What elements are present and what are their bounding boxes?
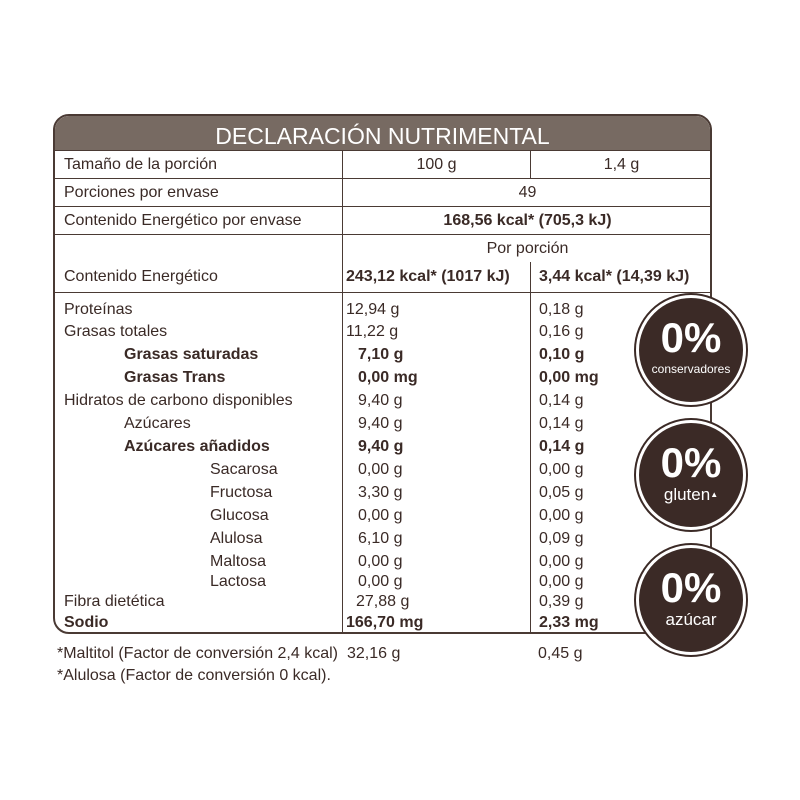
nutrient-col1: 0,00 g — [358, 507, 403, 524]
nutrition-table — [53, 114, 712, 634]
nutrient-col2: 0,00 g — [539, 461, 584, 478]
divider — [55, 206, 710, 207]
table-title: DECLARACIÓN NUTRIMENTAL — [55, 116, 710, 150]
nutrient-col2: 0,39 g — [539, 593, 584, 610]
nutrient-label: Alulosa — [210, 530, 263, 547]
badge-percent: 0% — [660, 439, 722, 486]
triangle-icon: ▲ — [710, 490, 719, 499]
serving-label: Tamaño de la porción — [64, 156, 217, 173]
nutrient-col2: 0,14 g — [539, 438, 585, 455]
nutrient-label: Fructosa — [210, 484, 273, 501]
nutrient-col1: 9,40 g — [358, 438, 404, 455]
column-divider — [530, 262, 531, 634]
nutrient-col1: 0,00 g — [358, 461, 403, 478]
nutrient-label: Sodio — [64, 614, 109, 631]
nutrient-col2: 0,09 g — [539, 530, 584, 547]
nutrient-col2: 0,16 g — [539, 323, 584, 340]
badge-azucar — [636, 545, 746, 655]
nutrient-label: Lactosa — [210, 573, 267, 590]
nutrient-col2: 0,00 g — [539, 573, 584, 590]
badge-label: conservadores — [651, 362, 731, 376]
nutrient-label: Grasas saturadas — [124, 346, 259, 363]
nutrient-label: Azúcares añadidos — [124, 438, 270, 455]
nutrient-col2: 0,14 g — [539, 415, 584, 432]
nutrient-col2: 0,14 g — [539, 392, 584, 409]
portions-value: 49 — [518, 184, 537, 201]
divider — [55, 292, 710, 293]
nutrient-col1: 9,40 g — [358, 415, 403, 432]
nutrient-col1: 12,94 g — [346, 301, 400, 318]
nutrient-col1: 27,88 g — [356, 593, 410, 610]
serving-col2: 1,4 g — [603, 156, 640, 173]
footnote-maltitol-col2: 0,45 g — [538, 645, 583, 662]
nutrient-col2: 0,18 g — [539, 301, 584, 318]
nutrient-label: Fibra dietética — [64, 593, 165, 610]
nutrient-col1: 3,30 g — [358, 484, 403, 501]
badge-label: azúcar — [665, 610, 717, 629]
energy-pack-label: Contenido Energético por envase — [64, 212, 302, 229]
energy-pack-value: 168,56 kcal* (705,3 kJ) — [443, 212, 612, 229]
badge-percent: 0% — [660, 314, 722, 361]
nutrient-col1: 11,22 g — [346, 323, 399, 340]
badge-label: gluten — [663, 485, 711, 504]
footnote-maltitol-label: *Maltitol (Factor de conversión 2,4 kcal) — [57, 645, 338, 662]
nutrient-label: Proteínas — [64, 301, 133, 318]
per-portion-header: Por porción — [486, 240, 569, 257]
portions-label: Porciones por envase — [64, 184, 219, 201]
nutrient-col1: 0,00 mg — [358, 369, 418, 386]
nutrient-col2: 0,00 g — [539, 507, 584, 524]
nutrient-col1: 0,00 g — [358, 553, 403, 570]
energy-col1: 243,12 kcal* (1017 kJ) — [346, 268, 510, 285]
badge-label-wrap — [639, 485, 743, 505]
nutrient-col1: 9,40 g — [358, 392, 403, 409]
serving-col1: 100 g — [416, 156, 457, 173]
energy-col2: 3,44 kcal* (14,39 kJ) — [539, 268, 690, 285]
badge-percent: 0% — [660, 564, 722, 611]
nutrient-col1: 7,10 g — [358, 346, 404, 363]
divider — [55, 150, 710, 151]
nutrient-col2: 0,00 g — [539, 553, 584, 570]
footnote-maltitol-col1: 32,16 g — [347, 645, 401, 662]
nutrient-col1: 0,00 g — [358, 573, 403, 590]
nutrient-label: Glucosa — [210, 507, 269, 524]
nutrient-col2: 2,33 mg — [539, 614, 599, 631]
nutrient-col2: 0,00 mg — [539, 369, 599, 386]
nutrient-label: Azúcares — [124, 415, 191, 432]
divider — [55, 234, 710, 235]
nutrient-label: Hidratos de carbono disponibles — [64, 392, 293, 409]
nutrient-label: Maltosa — [210, 553, 267, 570]
nutrient-col1: 6,10 g — [358, 530, 403, 547]
badge-gluten — [636, 420, 746, 530]
footnote-alulosa: *Alulosa (Factor de conversión 0 kcal). — [57, 667, 331, 684]
nutrient-label: Grasas Trans — [124, 369, 226, 386]
energy-label: Contenido Energético — [64, 268, 218, 285]
nutrient-col2: 0,10 g — [539, 346, 585, 363]
nutrient-label: Sacarosa — [210, 461, 278, 478]
nutrient-col1: 166,70 mg — [346, 614, 424, 631]
nutrient-label: Grasas totales — [64, 323, 168, 340]
divider — [55, 178, 710, 179]
nutrient-col2: 0,05 g — [539, 484, 584, 501]
badge-conservadores — [636, 295, 746, 405]
